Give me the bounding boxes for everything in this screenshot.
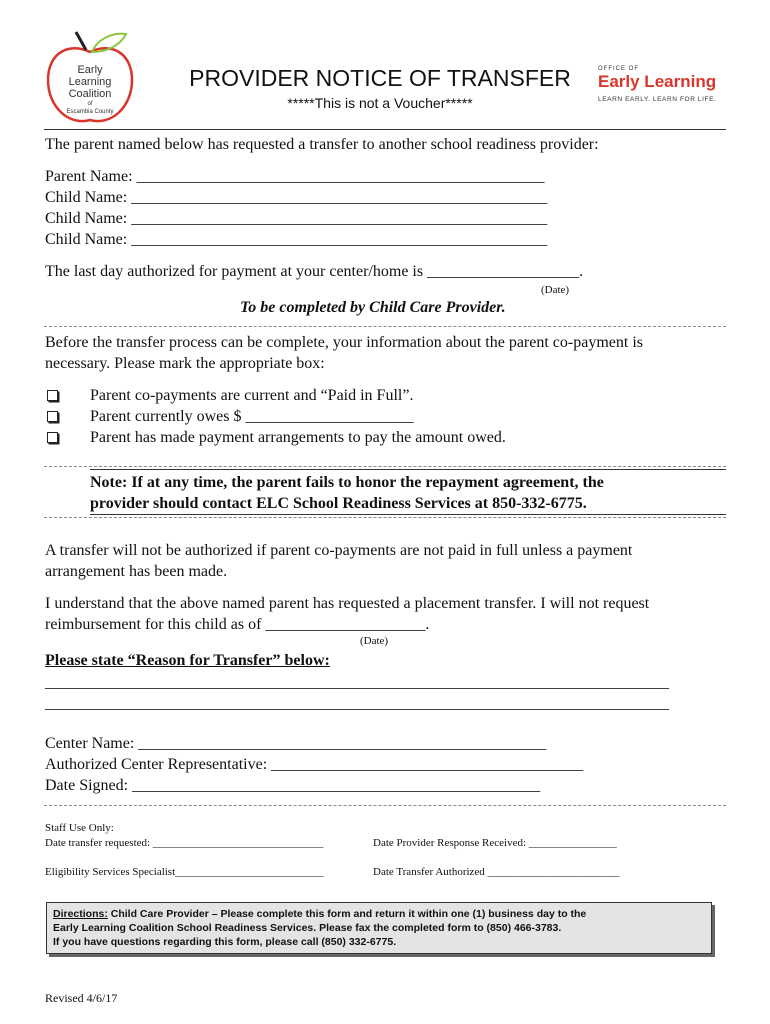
- note-line-1: Note: If at any time, the parent fails to honor the repayment agreement, the: [90, 474, 604, 491]
- directions-box: [46, 902, 712, 954]
- intro-text: The parent named below has requested a transfer to another school readiness provider:: [45, 136, 599, 153]
- page-subtitle: *****This is not a Voucher*****: [287, 95, 473, 111]
- directions-label: Directions:: [53, 908, 108, 920]
- understand-date-field[interactable]: reimbursement for this child as of ____________________.: [45, 616, 430, 633]
- child-name-field-2[interactable]: Child Name: ____________________________________________________: [45, 210, 548, 227]
- revised-date: Revised 4/6/17: [45, 991, 118, 1005]
- copay-intro-line-1: Before the transfer process can be complete, your information about the parent co-payment is: [45, 334, 643, 351]
- logo-line-early: Early: [77, 64, 103, 76]
- checkbox-owes[interactable]: [47, 411, 58, 422]
- logo-line-coalition: Coalition: [68, 88, 112, 100]
- checkbox-arrangements[interactable]: [47, 432, 58, 443]
- staff-divider: [44, 805, 726, 806]
- center-name-field[interactable]: Center Name: ___________________________________________________: [45, 735, 547, 752]
- parent-name-field[interactable]: Parent Name: ___________________________________________________: [45, 168, 545, 185]
- reason-line-1[interactable]: ______________________________________________________________________________: [45, 674, 669, 691]
- logo-line-of: of: [87, 101, 93, 107]
- note-bottom-dashed: [44, 517, 726, 518]
- provider-heading: To be completed by Child Care Provider.: [240, 299, 506, 316]
- last-day-field[interactable]: The last day authorized for payment at your center/home is ___________________.: [45, 263, 584, 280]
- page-title: PROVIDER NOTICE OF TRANSFER: [189, 65, 571, 91]
- date-caption-2: (Date): [360, 635, 389, 647]
- date-caption: (Date): [541, 284, 570, 296]
- copay-intro-line-2: necessary. Please mark the appropriate box:: [45, 355, 325, 372]
- child-name-field-3[interactable]: Child Name: ____________________________________________________: [45, 231, 548, 248]
- header-divider: [44, 129, 726, 130]
- child-name-field-1[interactable]: Child Name: ____________________________________________________: [45, 189, 548, 206]
- directions-text-1: Child Care Provider – Please complete this form and return it within one (1) business day to the: [107, 908, 587, 920]
- transfer-text-line-2: arrangement has been made.: [45, 563, 228, 580]
- reason-heading: Please state “Reason for Transfer” below:: [45, 652, 330, 669]
- transfer-authorized-field[interactable]: Date Transfer Authorized ________________________: [373, 866, 620, 878]
- representative-field[interactable]: Authorized Center Representative: _______________________________________: [45, 756, 584, 773]
- provider-response-received-field[interactable]: Date Provider Response Received: ________________: [373, 837, 617, 849]
- logo-line-learning: Learning: [68, 76, 112, 88]
- understand-line-1: I understand that the above named parent has requested a placement transfer. I will not request: [45, 595, 650, 612]
- directions-text-3: If you have questions regarding this form, please call (850) 332-6775.: [53, 936, 397, 948]
- logo-line-county: Escambia County: [66, 109, 114, 115]
- reason-line-2[interactable]: ______________________________________________________________________________: [45, 695, 669, 712]
- eligibility-specialist-field[interactable]: Eligibility Services Specialist___________________________: [45, 866, 324, 878]
- note-top-dashed: [44, 466, 726, 467]
- office-of-early-learning-logo: [598, 66, 728, 110]
- date-signed-field[interactable]: Date Signed: ___________________________________________________: [45, 777, 541, 794]
- staff-use-heading: Staff Use Only:: [45, 822, 114, 834]
- date-transfer-requested-field[interactable]: Date transfer requested: _______________________________: [45, 837, 324, 849]
- note-line-2: provider should contact ELC School Readiness Services at 850-332-6775.: [90, 495, 587, 512]
- option-paid-in-full: Parent co-payments are current and “Paid in Full”.: [90, 387, 414, 404]
- directions-text-2: Early Learning Coalition School Readiness Services. Please fax the completed form to (850) 466-3783.: [53, 922, 562, 934]
- checkbox-paid-in-full[interactable]: [47, 390, 58, 401]
- transfer-text-line-1: A transfer will not be authorized if parent co-payments are not paid in full unless a payment: [45, 542, 633, 559]
- logo-tagline: LEARN EARLY. LEARN FOR LIFE.: [598, 96, 717, 103]
- note-top-solid: [90, 469, 726, 470]
- elc-logo: [40, 28, 140, 128]
- option-owes[interactable]: Parent currently owes $ _____________________: [90, 408, 414, 425]
- note-bottom-solid: [90, 514, 726, 515]
- option-arrangements: Parent has made payment arrangements to pay the amount owed.: [90, 429, 506, 446]
- logo-office-of: OFFICE OF: [598, 66, 639, 72]
- logo-brand: Early Learning: [598, 72, 717, 91]
- section-divider-1: [44, 326, 726, 327]
